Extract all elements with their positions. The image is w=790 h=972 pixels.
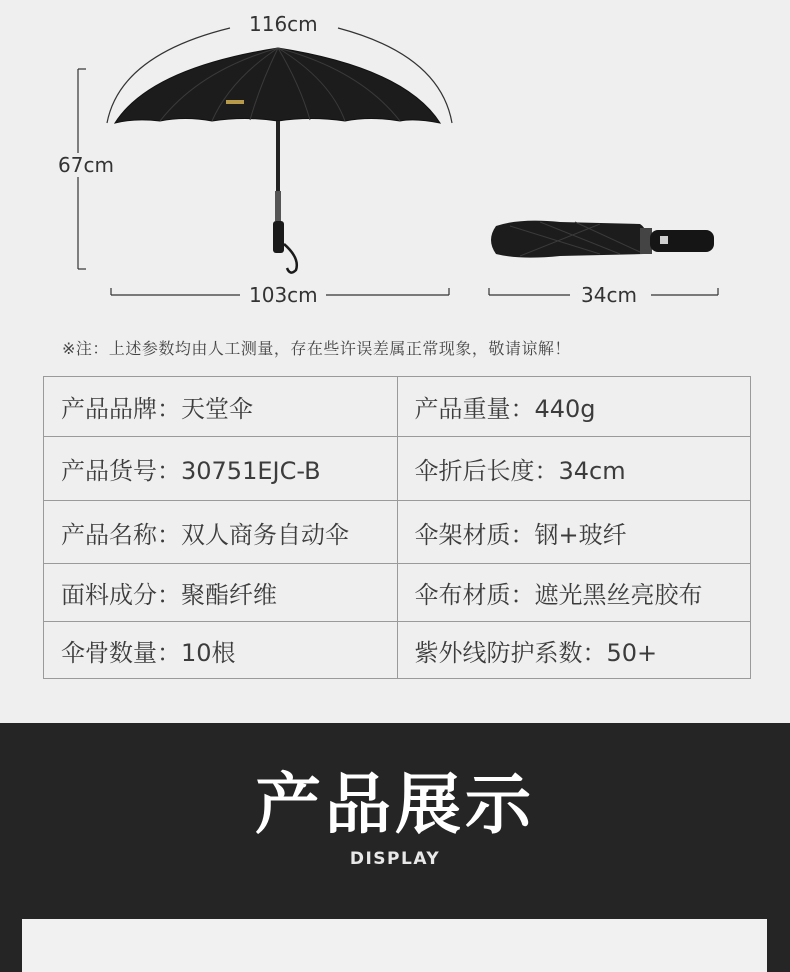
spec-cell: 产品重量：440g	[397, 377, 751, 437]
open-width-label: 116cm	[243, 12, 324, 36]
table-row	[44, 437, 751, 501]
spec-cell: 产品品牌：天堂伞	[44, 377, 398, 437]
folded-length-label: 34cm	[575, 283, 643, 307]
table-row	[44, 564, 751, 622]
measurement-note: ※注：上述参数均由人工测量，存在些许误差属正常现象，敬请谅解！	[62, 339, 571, 358]
display-subtitle: DISPLAY	[349, 849, 441, 869]
table-row	[44, 377, 751, 437]
spec-cell: 伞架材质：钢+玻纤	[397, 501, 751, 564]
display-panel	[22, 919, 767, 972]
spec-cell: 产品货号：30751EJC-B	[44, 437, 398, 501]
table-row	[44, 622, 751, 679]
spec-table	[43, 376, 751, 679]
open-length-label: 103cm	[243, 283, 324, 307]
spec-cell: 紫外线防护系数：50+	[397, 622, 751, 679]
spec-cell: 产品名称：双人商务自动伞	[44, 501, 398, 564]
spec-cell: 伞布材质：遮光黑丝亮胶布	[397, 564, 751, 622]
spec-cell: 伞骨数量：10根	[44, 622, 398, 679]
spec-cell: 面料成分：聚酯纤维	[44, 564, 398, 622]
dimension-diagram	[0, 0, 790, 330]
table-row	[44, 501, 751, 564]
spec-cell: 伞折后长度：34cm	[397, 437, 751, 501]
open-height-label: 67cm	[52, 153, 120, 177]
display-title: 产品展示	[255, 766, 535, 843]
